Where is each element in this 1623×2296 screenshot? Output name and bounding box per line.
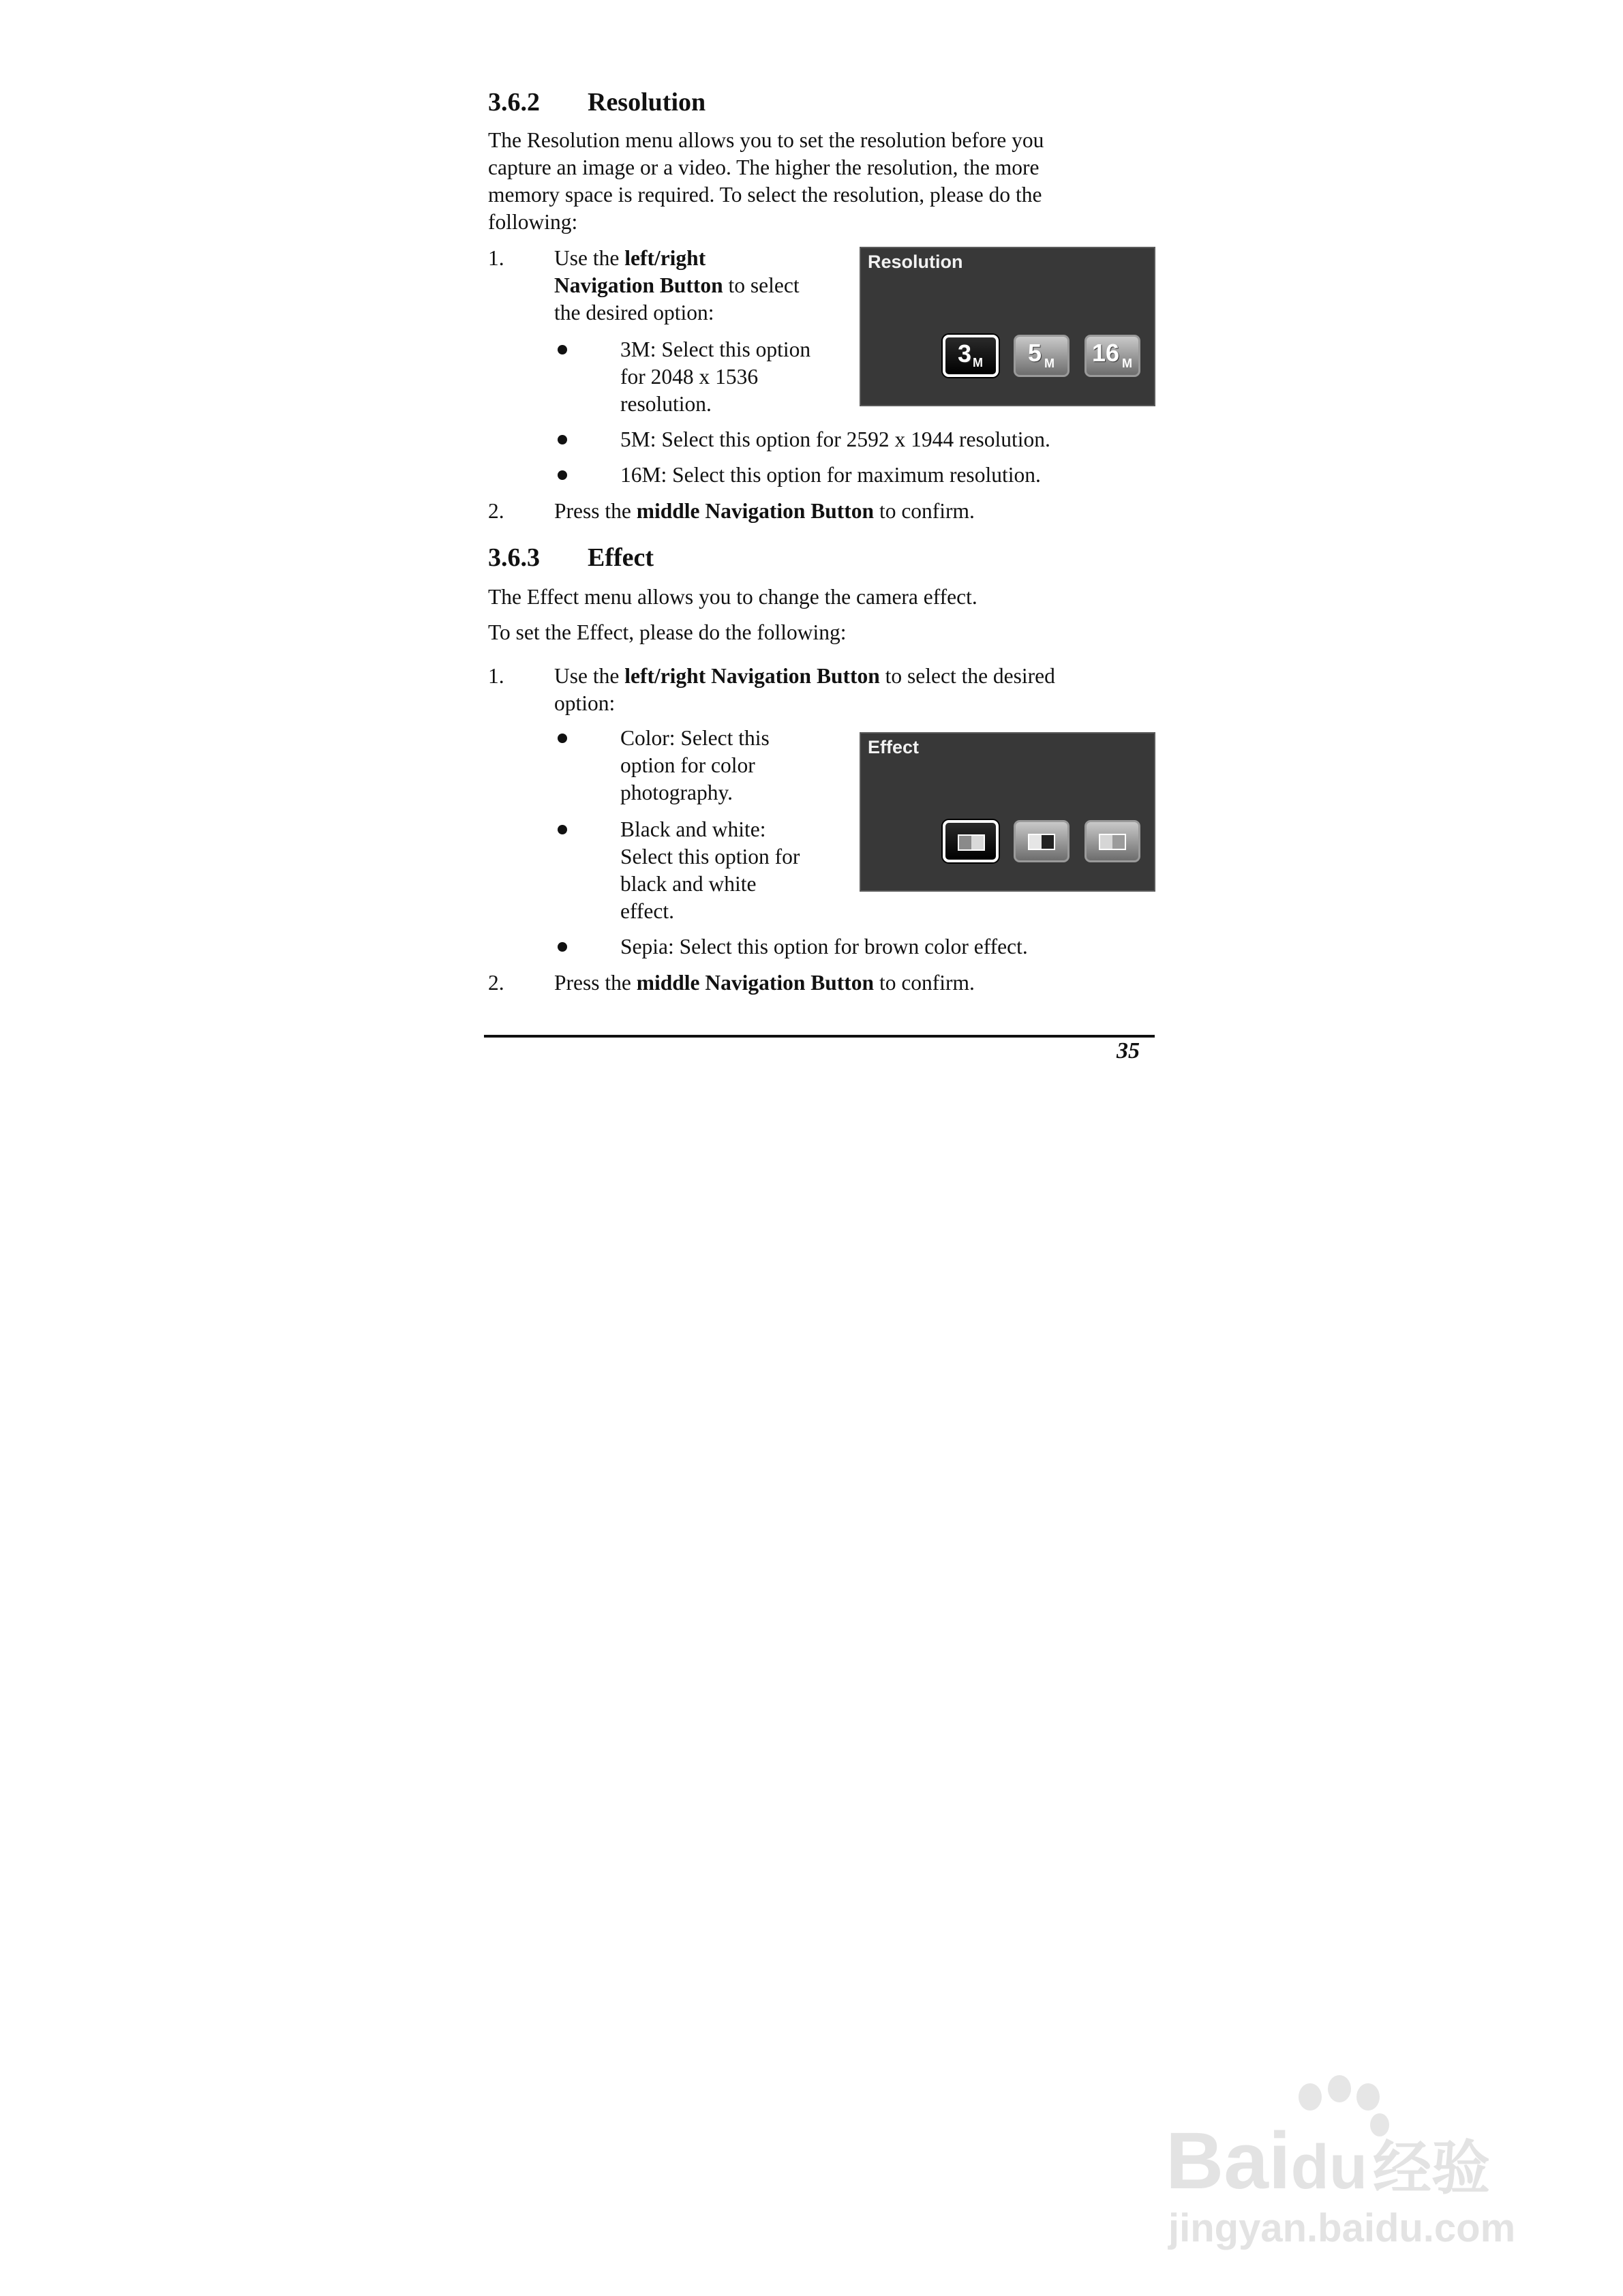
resolution-step-2 <box>554 498 975 525</box>
bullet-16m: 16M: Select this option for maximum resolution. <box>620 463 1041 487</box>
text-line <box>554 272 840 299</box>
effect-black-and-white-icon <box>1014 820 1070 862</box>
step-number: 2. <box>488 971 504 995</box>
text-line: memory space is required. To select the resolution, please do the <box>488 183 1042 207</box>
bold-run: middle Navigation Button <box>636 971 875 995</box>
effect-swatch <box>1028 834 1055 850</box>
effect-sepia-icon <box>1084 820 1140 862</box>
text-line: effect. <box>620 899 674 923</box>
bullet-color <box>620 725 845 806</box>
option-3m-icon <box>943 335 999 377</box>
footer-rule <box>484 1035 1155 1038</box>
text-line: the desired option: <box>554 301 714 324</box>
bullet-sepia: Sepia: Select this option for brown color effect. <box>620 935 1028 958</box>
baidu-watermark <box>1159 2072 1541 2277</box>
option-unit: M <box>1044 357 1055 370</box>
bold-run: Navigation Button <box>554 273 723 297</box>
text-run: Press the <box>554 971 637 995</box>
bullet-black-and-white <box>620 816 845 925</box>
option-value: 3 <box>958 339 972 367</box>
text-line: capture an image or a video. The higher the resolution, the more <box>488 155 1040 179</box>
bold-run: left/right Navigation Button <box>624 664 880 688</box>
text-run: Use the <box>554 664 625 688</box>
text-line: Black and white: <box>620 817 766 841</box>
option-16m-icon <box>1084 335 1140 377</box>
bullet-icon <box>558 470 567 480</box>
text-line: Color: Select this <box>620 726 770 750</box>
screen-title: Resolution <box>868 252 963 272</box>
text-line: 3M: Select this option <box>620 337 811 361</box>
text-line: following: <box>488 210 578 234</box>
resolution-intro-paragraph <box>488 127 1129 236</box>
page-number: 35 <box>1117 1038 1140 1063</box>
watermark-brand <box>1166 2116 1491 2209</box>
text-line: resolution. <box>620 392 712 416</box>
watermark-jingyan: 经验 <box>1373 2136 1491 2201</box>
text-line: for 2048 x 1536 <box>620 365 759 389</box>
section-title: Resolution <box>588 88 706 117</box>
effect-swatch <box>958 834 985 851</box>
text-run: to select the desired <box>879 664 1055 688</box>
watermark-url: jingyan.baidu.com <box>1168 2206 1516 2250</box>
option-5m-icon <box>1014 335 1070 377</box>
section-number: 3.6.3 <box>488 543 540 572</box>
watermark-bai: Bai <box>1166 2116 1291 2206</box>
effect-menu-screenshot <box>860 732 1155 892</box>
text-run: Press the <box>554 499 637 523</box>
text-run: Use the <box>554 246 625 270</box>
effect-step-1 <box>554 663 1168 717</box>
bold-run: middle Navigation Button <box>636 499 875 523</box>
paw-icon <box>1299 2083 1322 2111</box>
effect-swatch <box>1099 834 1126 850</box>
option-unit: M <box>973 356 983 369</box>
bullet-3m <box>620 336 866 418</box>
text-line <box>554 245 840 272</box>
effect-intro-1: The Effect menu allows you to change the camera effect. <box>488 585 977 609</box>
step-number: 1. <box>488 246 504 270</box>
section-heading-effect <box>488 541 654 574</box>
option-value: 5 <box>1028 339 1042 367</box>
bullet-5m: 5M: Select this option for 2592 x 1944 resolution. <box>620 427 1050 451</box>
option-unit: M <box>1122 357 1132 370</box>
text-line: option for color <box>620 753 755 777</box>
resolution-menu-screenshot <box>860 247 1155 406</box>
step-number: 2. <box>488 499 504 523</box>
option-value: 16 <box>1092 339 1120 367</box>
bullet-icon <box>558 942 567 952</box>
resolution-step-1 <box>554 245 840 327</box>
screen-title: Effect <box>868 737 920 757</box>
bullet-icon <box>558 825 567 834</box>
bold-run: left/right <box>624 246 706 270</box>
effect-intro-2: To set the Effect, please do the following: <box>488 620 847 644</box>
bullet-icon <box>558 435 567 444</box>
bullet-icon <box>558 734 567 743</box>
text-run: to confirm. <box>874 499 975 523</box>
text-line: The Resolution menu allows you to set the resolution before you <box>488 128 1044 152</box>
text-line: black and white <box>620 872 757 896</box>
text-run: to select <box>723 273 800 297</box>
bullet-icon <box>558 345 567 354</box>
text-line: Select this option for <box>620 845 800 868</box>
effect-step-2 <box>554 969 975 997</box>
text-line <box>554 663 1168 690</box>
watermark-du: du <box>1290 2132 1368 2202</box>
effect-color-icon <box>943 820 999 862</box>
section-title: Effect <box>588 543 654 572</box>
text-line: photography. <box>620 781 733 804</box>
text-run: to confirm. <box>874 971 975 995</box>
section-heading-resolution <box>488 86 706 119</box>
step-number: 1. <box>488 664 504 688</box>
section-number: 3.6.2 <box>488 88 540 117</box>
text-line: option: <box>554 691 616 715</box>
